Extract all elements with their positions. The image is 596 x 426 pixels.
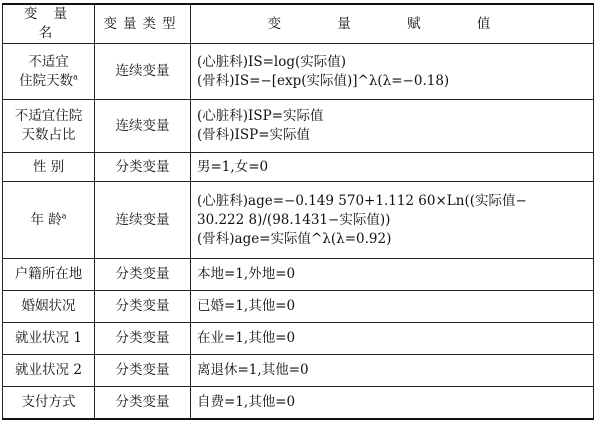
variable-name-line: 天数占比 — [21, 127, 76, 143]
variable-name-cell: 就业状况 1 — [3, 323, 95, 355]
definition-line: (心脏科)age=−0.149 570+1.112 60×Ln((实际值− — [197, 192, 527, 209]
variable-name-line: 不适宜住院 — [14, 108, 83, 124]
header-row — [3, 4, 594, 44]
variable-definition-cell — [191, 100, 594, 153]
variable-name-cell — [3, 100, 95, 153]
variable-definition-cell: 男=1,女=0 — [191, 153, 594, 182]
variable-type-cell: 分类变量 — [95, 153, 191, 182]
header-variable-type: 变量类型 — [95, 4, 191, 44]
definition-line: (心脏科)ISP=实际值 — [197, 108, 324, 124]
variable-name-cell: 支付方式 — [3, 387, 95, 419]
variable-name-cell: 婚姻状况 — [3, 291, 95, 323]
variable-type-cell: 连续变量 — [95, 182, 191, 259]
variable-name-text: 住院天数 — [19, 72, 74, 89]
variable-definition-cell: 离退休=1,其他=0 — [191, 355, 594, 387]
variable-name-text: 年 龄 — [30, 211, 62, 228]
variable-definition-cell: 本地=1,外地=0 — [191, 259, 594, 291]
variable-type-cell: 分类变量 — [95, 355, 191, 387]
definition-line: 30.222 8)/(98.1431−实际值)) — [197, 211, 391, 228]
variable-type-cell: 连续变量 — [95, 44, 191, 100]
header-variable-definition: 变 量 赋 值 — [191, 4, 594, 44]
variable-name-cell: 性 别 — [3, 153, 95, 182]
variable-name-line — [9, 72, 88, 91]
variable-name-cell — [3, 182, 95, 259]
table-row — [3, 387, 594, 419]
variable-definition-cell: 自费=1,其他=0 — [191, 387, 594, 419]
definition-line: (骨科)ISP=实际值 — [197, 127, 311, 143]
definition-line: (心脏科)IS=log(实际值) — [197, 53, 347, 70]
table-row — [3, 100, 594, 153]
variable-definition-cell — [191, 182, 594, 259]
variables-table — [2, 3, 594, 420]
table-row — [3, 323, 594, 355]
footnote-marker: a — [73, 72, 78, 81]
variable-type-cell: 分类变量 — [95, 387, 191, 419]
definition-line: (骨科)IS=−[exp(实际值)]^λ(λ=−0.18) — [197, 72, 450, 89]
table-row — [3, 44, 594, 100]
variable-type-cell: 分类变量 — [95, 323, 191, 355]
variable-definition-cell: 已婚=1,其他=0 — [191, 291, 594, 323]
variable-definition-cell: 在业=1,其他=0 — [191, 323, 594, 355]
table-row — [3, 355, 594, 387]
footnote-marker: a — [61, 211, 67, 220]
table-row — [3, 259, 594, 291]
variable-name-cell: 户籍所在地 — [3, 259, 95, 291]
variable-definition-cell — [191, 44, 594, 100]
table-row — [3, 291, 594, 323]
header-variable-name: 变 量 名 — [3, 4, 95, 44]
variable-name-line: 不适宜 — [28, 53, 69, 70]
table-row — [3, 182, 594, 259]
variable-name-cell — [3, 44, 95, 100]
variable-type-cell: 分类变量 — [95, 259, 191, 291]
variable-type-cell: 分类变量 — [95, 291, 191, 323]
variable-name-cell: 就业状况 2 — [3, 355, 95, 387]
variable-type-cell: 连续变量 — [95, 100, 191, 153]
table-row — [3, 153, 594, 182]
definition-line: (骨科)age=实际值^λ(λ=0.92) — [197, 230, 392, 247]
